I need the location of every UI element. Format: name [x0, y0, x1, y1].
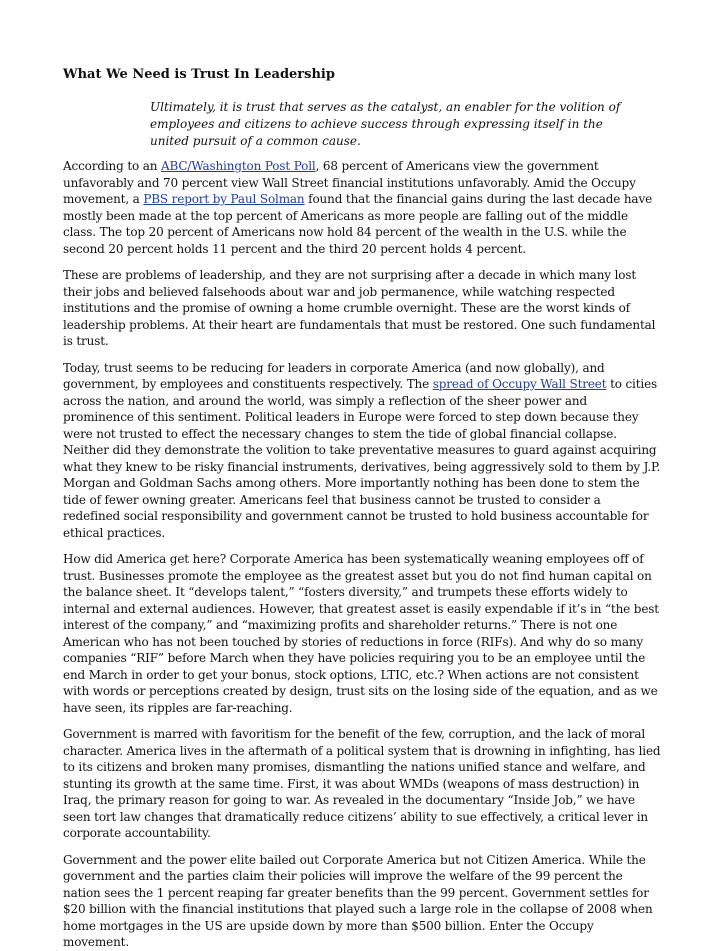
paragraph-5: Government is marred with favoritism for the benefit of the few, corruption, and the lack of moral character. America lives in the aftermath of a political system that is drowning in infighting, has lied to its citizens and broken many promises, dismantling the nations unified stance and welfare, and stunting its growth at the same time. First, it was about WMDs (weapons of mass destruction) in Iraq, the primary reason for going to war. As revealed in the documentary “Inside Job,” we have seen tort law changes that dramatically reduce citizens’ ability to sue effectively, a critical lever in corporate accountability. [63, 727, 661, 840]
paragraph-1-text-c: found that the financial gains during the last decade have mostly been made at the top percent of Americans as more people are falling out of the middle class. The top 20 percent of Americans now hold 84 percent of the wealth in the U.S. while the second 20 percent holds 11 percent and the third 20 percent holds 4 percent. [63, 192, 653, 256]
article-title: What We Need is Trust In Leadership [63, 67, 335, 82]
occupy-wall-street-link[interactable]: spread of Occupy Wall Street [432, 377, 607, 391]
paragraph-4: How did America get here? Corporate America has been systematically weaning employees off of trust. Businesses promote the employee as the greatest asset but you do not find human capital on the balance sheet. It “develops talent,” “fosters diversity,” and trumpets these efforts widely to internal and external audiences. However, that greatest asset is easily expendable if it’s in “the best interest of the company,” and “maximizing profits and shareholder returns.” There is not one American who has not been touched by stories of reductions in force (RIFs). And why do so many companies “RIF” before March when they have policies requiring you to be an employee until the end March in order to get your bonus, stock options, LTIC, etc.? When actions are not consistent with words or perceptions created by design, trust sits on the losing side of the equation, and as we have seen, its ripples are far-reaching. [63, 552, 659, 715]
epigraph-quote: Ultimately, it is trust that serves as the catalyst, an enabler for the volition of employees and citizens to achieve success through expressing itself in the united pursuit of a common cause. [150, 100, 621, 148]
paragraph-1-text-b: , 68 percent of Americans view the government unfavorably and 70 percent view Wall Street financial institutions unfavorably. Amid the Occupy movement, a [63, 159, 636, 206]
paragraph-2: These are problems of leadership, and they are not surprising after a decade in which many lost their jobs and believed falsehoods about war and job permanence, while watching respected institutions and the promise of owning a home crumble overnight. These are the worst kinds of leadership problems. At their heart are fundamentals that must be restored. One such fundamental is trust. [63, 268, 656, 348]
abc-washington-post-poll-link[interactable]: ABC/Washington Post Poll [160, 159, 316, 173]
article [63, 66, 661, 951]
pbs-report-link[interactable]: PBS report by Paul Solman [143, 192, 305, 206]
paragraph-3-text-a: Today, trust seems to be reducing for leaders in corporate America (and now globally), and government, by employees and constituents respectively. The [63, 360, 605, 391]
paragraph-1 [63, 158, 661, 257]
paragraph-3 [63, 360, 661, 542]
paragraph-6: Government and the power elite bailed out Corporate America but not Citizen America. While the government and the parties claim their policies will improve the welfare of the 99 percent the nation sees the 1 percent reaping far greater benefits than the 99 percent. Government settles for $20 billion with the financial institutions that played such a large role in the collapse of 2008 when home mortgages in the US are upside down by more than $500 billion. Enter the Occupy movement. [63, 852, 653, 949]
paragraph-1-text-a: According to an [63, 159, 161, 173]
paragraph-3-text-b: to cities across the nation, and around the world, was simply a reflection of the sheer power and prominence of this sentiment. Political leaders in Europe were forced to step down because they were not trusted to effect the necessary changes to stem the tide of global financial collapse. Neither did they demonstrate the volition to take preventative measures to guard against acquiring what they knew to be risky financial instruments, derivatives, being aggressively sold to them by J.P. Morgan and Goldman Sachs among others. More importantly nothing has been done to stem the tide of fewer owning greater. Americans feel that business cannot be trusted to consider a redefined social responsibility and government cannot be trusted to hold business accountable for ethical practices. [63, 377, 661, 540]
